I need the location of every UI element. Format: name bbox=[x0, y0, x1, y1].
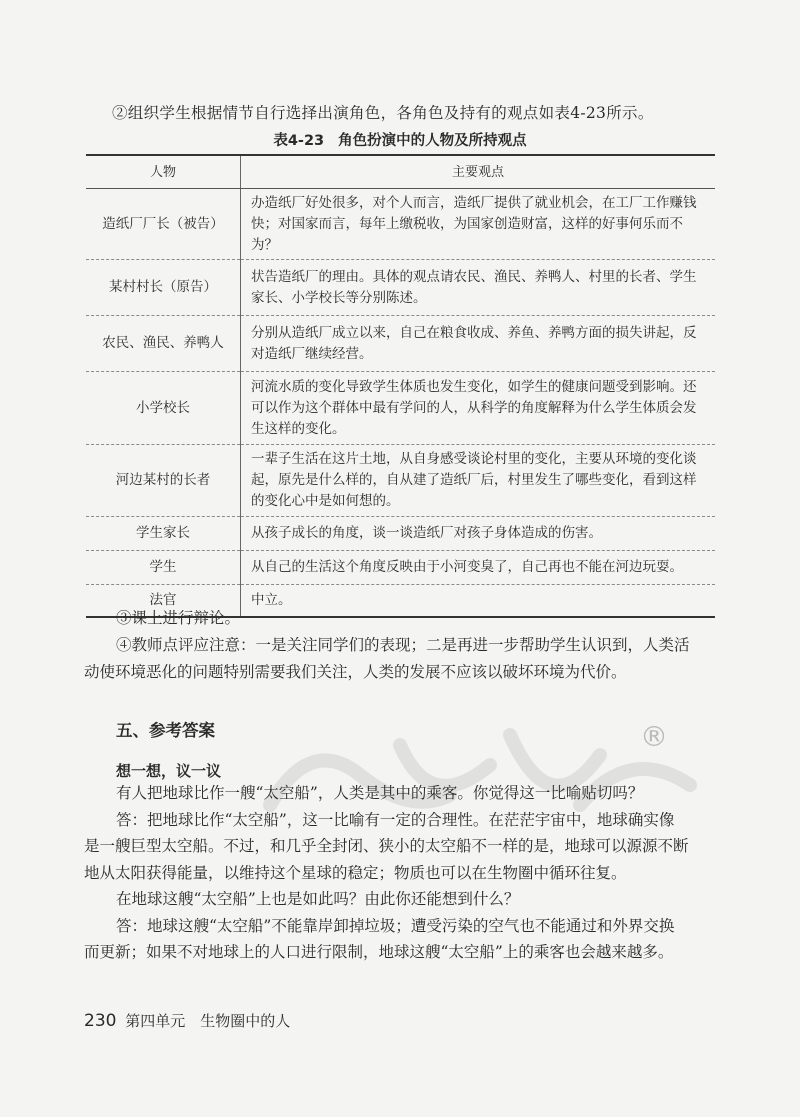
role-cell: 河边某村的长者 bbox=[86, 445, 241, 517]
roles-table bbox=[86, 154, 715, 618]
teaching-steps bbox=[84, 605, 716, 686]
view-cell: 河流水质的变化导致学生体质也发生变化，如学生的健康问题受到影响。还可以作为这个群体中最有学问的人，从科学的角度解释为什么学生体质会发生这样的变化。 bbox=[241, 372, 716, 445]
role-cell: 小学校长 bbox=[86, 372, 241, 445]
table-row bbox=[86, 445, 715, 517]
table-row bbox=[86, 260, 715, 316]
page-footer bbox=[84, 1010, 290, 1031]
role-cell: 某村村长（原告） bbox=[86, 260, 241, 316]
role-cell: 农民、渔民、养鸭人 bbox=[86, 316, 241, 372]
answer-block bbox=[84, 780, 716, 966]
view-cell: 办造纸厂好处很多，对个人而言，造纸厂提供了就业机会，在工厂工作赚钱快；对国家而言，每年上缴税收，为国家创造财富，这样的好事何乐而不为？ bbox=[241, 189, 716, 260]
step-4-line-1: ④教师点评应注意：一是关注同学们的表现；二是再进一步帮助学生认识到，人类活 bbox=[116, 636, 690, 654]
step-3: ③课上进行辩论。 bbox=[116, 609, 241, 627]
role-cell: 学生 bbox=[86, 551, 241, 585]
table-row bbox=[86, 372, 715, 445]
step-4-line-2: 动使环境恶化的问题特别需要我们关注，人类的发展不应该以破坏环境为代价。 bbox=[84, 663, 627, 681]
role-cell: 学生家长 bbox=[86, 517, 241, 551]
intro-paragraph: ②组织学生根据情节自行选择出演角色，各角色及持有的观点如表4-23所示。 bbox=[112, 104, 654, 122]
view-cell: 分别从造纸厂成立以来，自己在粮食收成、养鱼、养鸭方面的损失讲起，反对造纸厂继续经营。 bbox=[241, 316, 716, 372]
view-cell: 从孩子成长的角度，谈一谈造纸厂对孩子身体造成的伤害。 bbox=[241, 517, 716, 551]
view-cell: 状告造纸厂的理由。具体的观点请农民、渔民、养鸭人、村里的长者、学生家长、小学校长等分别陈述。 bbox=[241, 260, 716, 316]
unit-title: 第四单元 生物圈中的人 bbox=[125, 1012, 291, 1030]
answer-1-line-2: 是一艘巨型太空船。不过，和几乎全封闭、狭小的太空船不一样的是，地球可以源源不断 bbox=[84, 837, 689, 855]
view-cell: 从自己的生活这个角度反映由于小河变臭了，自己再也不能在河边玩耍。 bbox=[241, 551, 716, 585]
answer-1-line-1: 答：把地球比作“太空船”，这一比喻有一定的合理性。在茫茫宇宙中，地球确实像 bbox=[116, 810, 675, 829]
answer-2-line-1: 答：地球这艘“太空船”不能靠岸卸掉垃圾；遭受污染的空气也不能通过和外界交换 bbox=[116, 916, 675, 935]
header-view: 主要观点 bbox=[241, 155, 716, 189]
answer-1-line-3: 地从太阳获得能量，以维持这个星球的稳定；物质也可以在生物圈中循环往复。 bbox=[84, 863, 627, 882]
table-number: 表4-23 bbox=[273, 133, 325, 149]
section-heading: 五、参考答案 bbox=[116, 721, 215, 740]
page-number: 230 bbox=[84, 1011, 117, 1031]
answer-2-line-2: 而更新；如果不对地球上的人口进行限制，地球这艘“太空船”上的乘客也会越来越多。 bbox=[84, 943, 674, 961]
table-header-row bbox=[86, 155, 715, 189]
view-cell: 中立。 bbox=[241, 585, 716, 617]
view-cell: 一辈子生活在这片土地，从自身感受谈论村里的变化，主要从环境的变化谈起，原先是什么样的，自从建了造纸厂后，村里发生了哪些变化，看到这样的变化心中是如何想的。 bbox=[241, 445, 716, 517]
role-cell: 法官 bbox=[86, 585, 241, 617]
table-row bbox=[86, 316, 715, 372]
table-row bbox=[86, 189, 715, 260]
question-2: 在地球这艘“太空船”上也是如此吗？由此你还能想到什么？ bbox=[116, 890, 520, 908]
subsection-heading: 想一想，议一议 bbox=[116, 762, 222, 780]
table-row bbox=[86, 551, 715, 585]
table-title: 角色扮演中的人物及所持观点 bbox=[338, 133, 527, 149]
table-row bbox=[86, 517, 715, 551]
registered-mark: ® bbox=[640, 720, 668, 753]
role-cell: 造纸厂厂长（被告） bbox=[86, 189, 241, 260]
table-caption bbox=[0, 129, 800, 150]
header-role: 人物 bbox=[86, 155, 241, 189]
question-1: 有人把地球比作一艘“太空船”，人类是其中的乘客。你觉得这一比喻贴切吗？ bbox=[116, 784, 644, 802]
